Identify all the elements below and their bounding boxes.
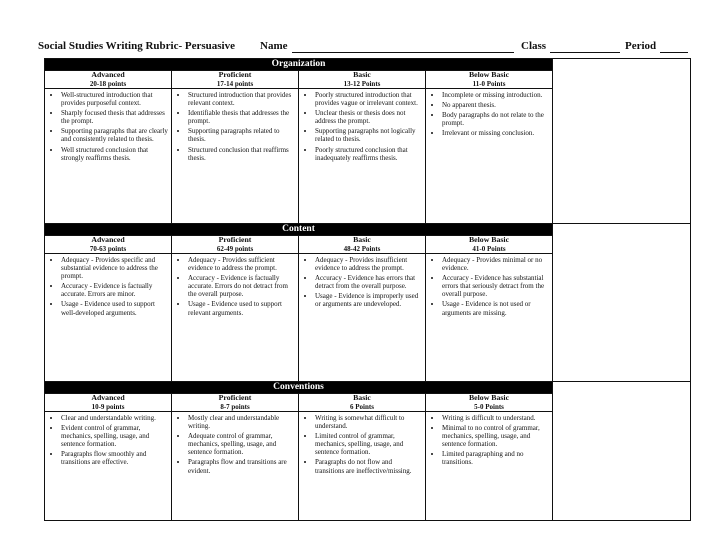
- level-label: Proficient: [218, 235, 252, 244]
- level-label: Basic: [353, 70, 371, 79]
- criterion-item: • Poorly structured conclusion that inadequately reaffirms thesis.: [315, 146, 422, 162]
- criterion-item: • Limited paragraphing and no transitions.: [442, 450, 549, 466]
- criterion-item: • Adequacy - Provides specific and substantial evidence to address the prompt.: [61, 256, 168, 280]
- criterion-item: • Mostly clear and understandable writing.: [188, 414, 295, 430]
- criterion-item: • Body paragraphs do not relate to the prompt.: [442, 111, 549, 127]
- descriptor-cell: [299, 412, 426, 521]
- criterion-item: • Minimal to no control of grammar, mechanics, spelling, usage, and sentence formation.: [442, 424, 549, 448]
- descriptor-cell: [426, 89, 553, 224]
- level-label: Below Basic: [468, 235, 510, 244]
- level-points: 5-0 Points: [474, 402, 504, 411]
- criterion-item: • Paragraphs flow smoothly and transitions are effective.: [61, 450, 168, 466]
- section-title: Content: [45, 224, 553, 236]
- descriptor-cell: [299, 89, 426, 224]
- criterion-item: • Well structured conclusion that strongly reaffirms thesis.: [61, 146, 168, 162]
- criterion-item: • Poorly structured introduction that provides vague or irrelevant context.: [315, 91, 422, 107]
- period-field[interactable]: [660, 52, 688, 53]
- criterion-item: • Sharply focused thesis that addresses the prompt.: [61, 109, 168, 125]
- rubric-header: [38, 38, 688, 56]
- level-label: Basic: [353, 235, 371, 244]
- points-cell[interactable]: [553, 59, 691, 224]
- level-heading: [45, 71, 172, 89]
- descriptor-cell: [45, 254, 172, 382]
- points-value: /20: [661, 150, 674, 160]
- level-heading: [172, 236, 299, 254]
- criterion-item: • Paragraphs flow and transitions are evident.: [188, 458, 295, 474]
- criterion-item: • Adequate control of grammar, mechanics, spelling, usage, and sentence formation.: [188, 432, 295, 456]
- criterion-item: • Limited control of grammar, mechanics, spelling, usage, and sentence formation.: [315, 432, 422, 456]
- points-label: Points:: [591, 446, 620, 456]
- criterion-item: • Adequacy - Provides sufficient evidence to address the prompt.: [188, 256, 295, 272]
- level-points: 48-42 Points: [343, 244, 381, 253]
- rubric-table: [44, 58, 691, 521]
- criterion-item: • Writing is difficult to understand.: [442, 414, 549, 422]
- criterion-item: • Incomplete or missing introduction.: [442, 91, 549, 99]
- level-points: 20-18 points: [89, 79, 127, 88]
- level-label: Proficient: [218, 70, 252, 79]
- total-label: Total:: [591, 488, 615, 498]
- level-points: 8-7 points: [220, 402, 250, 411]
- points-label: Points:: [591, 150, 620, 160]
- level-heading: [45, 394, 172, 412]
- level-heading: [426, 394, 553, 412]
- criterion-item: • Supporting paragraphs not logically related to thesis.: [315, 127, 422, 143]
- level-heading: [172, 394, 299, 412]
- points-cell[interactable]: [553, 382, 691, 521]
- level-heading: [299, 236, 426, 254]
- criterion-item: • Usage - Evidence used to support relevant arguments.: [188, 300, 295, 316]
- level-points: 13-12 Points: [343, 79, 381, 88]
- descriptor-cell: [172, 412, 299, 521]
- criterion-item: • Writing is somewhat difficult to understand.: [315, 414, 422, 430]
- name-label: Name: [260, 40, 288, 52]
- period-label: Period: [625, 40, 657, 52]
- class-field[interactable]: [550, 52, 620, 53]
- level-points: 6 Points: [350, 402, 374, 411]
- level-points: 62-49 points: [216, 244, 254, 253]
- criterion-item: • Usage - Evidence is not used or arguments are missing.: [442, 300, 549, 316]
- criterion-item: • Usage - Evidence is improperly used or arguments are undeveloped.: [315, 292, 422, 308]
- level-label: Below Basic: [468, 70, 510, 79]
- level-label: Below Basic: [468, 393, 510, 402]
- criterion-item: • Structured conclusion that reaffirms thesis.: [188, 146, 295, 162]
- level-heading: [426, 71, 553, 89]
- criterion-item: • Clear and understandable writing.: [61, 414, 168, 422]
- criterion-item: • Irrelevant or missing conclusion.: [442, 129, 549, 137]
- criterion-item: • Structured introduction that provides relevant context.: [188, 91, 295, 107]
- points-cell[interactable]: [553, 224, 691, 382]
- name-field[interactable]: [292, 52, 514, 53]
- criterion-item: • Accuracy - Evidence has substantial errors that seriously detract from the overall purpose.: [442, 274, 549, 298]
- level-label: Proficient: [218, 393, 252, 402]
- criterion-item: • Adequacy - Provides minimal or no evidence.: [442, 256, 549, 272]
- level-heading: [45, 236, 172, 254]
- descriptor-cell: [45, 89, 172, 224]
- level-points: 10-9 points: [91, 402, 125, 411]
- rubric-title: Social Studies Writing Rubric- Persuasive: [38, 40, 235, 52]
- descriptor-cell: [172, 254, 299, 382]
- criterion-item: • Well-structured introduction that provides purposeful context.: [61, 91, 168, 107]
- class-label: Class: [521, 40, 547, 52]
- criterion-item: • Accuracy - Evidence is factually accurate. Errors are minor.: [61, 282, 168, 298]
- descriptor-cell: [172, 89, 299, 224]
- criterion-item: • Evident control of grammar, mechanics, spelling, usage, and sentence formation.: [61, 424, 168, 448]
- level-label: Advanced: [91, 393, 125, 402]
- level-label: Basic: [353, 393, 371, 402]
- points-value: /10: [661, 446, 674, 456]
- descriptor-cell: [45, 412, 172, 521]
- level-label: Advanced: [91, 235, 125, 244]
- points-value: /70: [661, 312, 674, 322]
- section-title: Conventions: [45, 382, 553, 394]
- level-heading: [172, 71, 299, 89]
- descriptor-cell: [426, 412, 553, 521]
- descriptor-cell: [426, 254, 553, 382]
- criterion-item: • No apparent thesis.: [442, 101, 549, 109]
- level-points: 41-0 Points: [472, 244, 506, 253]
- criterion-item: • Adequacy - Provides insufficient evidence to address the prompt.: [315, 256, 422, 272]
- level-points: 17-14 points: [216, 79, 254, 88]
- criterion-item: • Accuracy - Evidence is factually accurate. Errors do not detract from the overall purpose.: [188, 274, 295, 298]
- level-points: 70-63 points: [89, 244, 127, 253]
- criterion-item: • Accuracy - Evidence has errors that detract from the overall purpose.: [315, 274, 422, 290]
- criterion-item: • Unclear thesis or thesis does not address the prompt.: [315, 109, 422, 125]
- criterion-item: • Identifiable thesis that addresses the prompt.: [188, 109, 295, 125]
- criterion-item: • Supporting paragraphs that are clearly and consistently related to thesis.: [61, 127, 168, 143]
- criterion-item: • Usage - Evidence used to support well-developed arguments.: [61, 300, 168, 316]
- criterion-item: • Supporting paragraphs related to thesis.: [188, 127, 295, 143]
- level-points: 11-0 Points: [472, 79, 506, 88]
- level-heading: [426, 236, 553, 254]
- level-heading: [299, 394, 426, 412]
- level-label: Advanced: [91, 70, 125, 79]
- total-value: /100: [661, 488, 678, 498]
- descriptor-cell: [299, 254, 426, 382]
- criterion-item: • Paragraphs do not flow and transitions are ineffective/missing.: [315, 458, 422, 474]
- section-title: Organization: [45, 59, 553, 71]
- level-heading: [299, 71, 426, 89]
- points-label: Points:: [591, 312, 620, 322]
